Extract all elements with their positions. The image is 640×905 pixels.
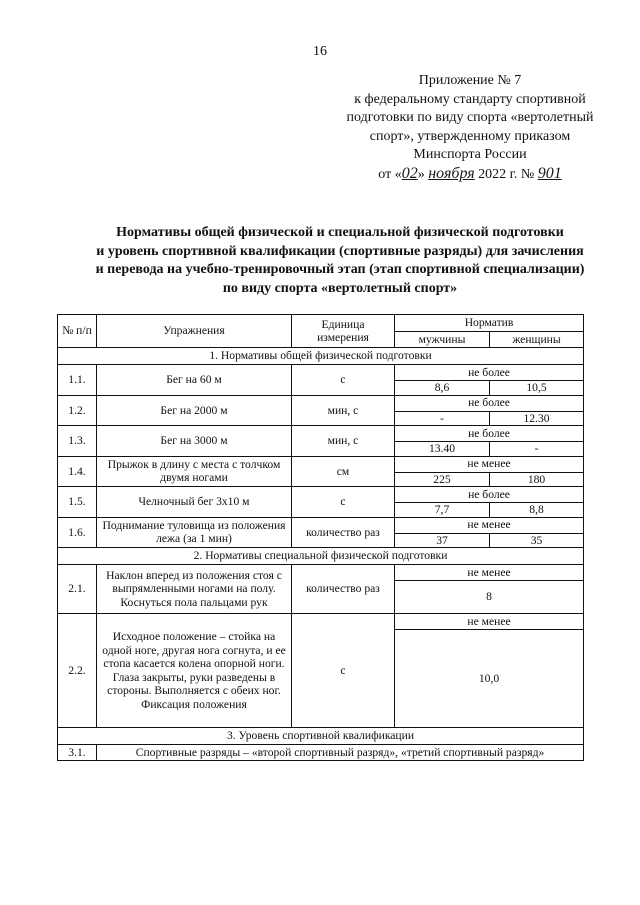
row-men-value: - xyxy=(395,411,490,426)
order-date-line: от «02» ноября 2022 г. № 901 xyxy=(378,164,562,182)
row-exercise: Бег на 2000 м xyxy=(97,395,292,426)
row-men-value: 225 xyxy=(395,472,490,487)
row-condition: не более xyxy=(395,426,584,442)
section-title: 3. Уровень спортивной квалификации xyxy=(58,728,584,745)
row-men-value: 7,7 xyxy=(395,503,490,518)
row-num: 1.2. xyxy=(58,395,97,426)
handwritten-month: ноября xyxy=(428,164,475,182)
row-condition: не менее xyxy=(395,614,584,630)
appendix-line: спорт», утвержденному приказом xyxy=(369,128,571,144)
appendix-line: подготовки по виду спорта «вертолетный xyxy=(346,110,594,125)
section-title: 1. Нормативы общей физической подготовки xyxy=(58,348,584,365)
appendix-line: Минспорта России xyxy=(413,147,527,162)
header-norm: Норматив xyxy=(395,315,584,332)
row-women-value: 180 xyxy=(490,472,584,487)
row-women-value: 8,8 xyxy=(490,503,584,518)
row-men-value: 8,6 xyxy=(395,381,490,396)
row-num: 1.4. xyxy=(58,456,97,487)
row-condition: не более xyxy=(395,395,584,411)
norms-table xyxy=(57,314,584,761)
row-num: 3.1. xyxy=(58,745,97,761)
row-exercise: Наклон вперед из положения стоя с выпрямленными ногами на полу. Коснуться пола пальцами рук xyxy=(97,565,292,614)
row-unit: с xyxy=(292,365,395,396)
header-women: женщины xyxy=(490,332,584,348)
header-men: мужчины xyxy=(395,332,490,348)
header-unit: Единица измерения xyxy=(292,315,395,348)
row-exercise: Прыжок в длину с места с толчком двумя ногами xyxy=(97,456,292,487)
row-exercise: Исходное положение – стойка на одной ноге, другая нога согнута, и ее стопа касается колена опорной ноги. Глаза закрыты, руки разведены в стороны. Выполняется с обеих ног. Фиксация положения xyxy=(97,614,292,728)
row-women-value: 12.30 xyxy=(490,411,584,426)
section-title: 2. Нормативы специальной физической подготовки xyxy=(58,548,584,565)
row-condition: не более xyxy=(395,487,584,503)
document-title: Нормативы общей физической и специальной физической подготовки и уровень спортивной квалификации (спортивные разряды) для зачисления и перевода на учебно-тренировочный этап (этап спортивной специализации) по виду спорта «вертолетный спорт» xyxy=(95,225,585,296)
appendix-line: Приложение № 7 xyxy=(418,73,522,88)
row-num: 2.1. xyxy=(58,565,97,614)
row-exercise: Поднимание туловища из положения лежа (за 1 мин) xyxy=(97,517,292,548)
row-common-value: 10,0 xyxy=(395,630,584,728)
row-unit: количество раз xyxy=(292,517,395,548)
appendix-line: к федеральному стандарту спортивной xyxy=(354,91,586,107)
header-num: № п/п xyxy=(58,315,97,348)
row-men-value: 13.40 xyxy=(395,442,490,457)
page-number: 16 xyxy=(313,44,327,59)
handwritten-day: 02 xyxy=(401,164,418,182)
row-unit: мин, с xyxy=(292,426,395,457)
qualification-text: Спортивные разряды – «второй спортивный разряд», «третий спортивный разряд» xyxy=(97,745,584,761)
header-exercise: Упражнения xyxy=(97,315,292,348)
appendix-header xyxy=(330,72,610,184)
row-unit: количество раз xyxy=(292,565,395,614)
row-unit: с xyxy=(292,614,395,728)
row-common-value: 8 xyxy=(395,581,584,614)
row-num: 1.6. xyxy=(58,517,97,548)
row-women-value: - xyxy=(490,442,584,457)
row-exercise: Бег на 60 м xyxy=(97,365,292,396)
row-condition: не более xyxy=(395,365,584,381)
row-num: 1.3. xyxy=(58,426,97,457)
row-men-value: 37 xyxy=(395,533,490,548)
row-num: 1.5. xyxy=(58,487,97,518)
row-women-value: 35 xyxy=(490,533,584,548)
row-exercise: Челночный бег 3х10 м xyxy=(97,487,292,518)
row-condition: не менее xyxy=(395,565,584,581)
row-condition: не менее xyxy=(395,456,584,472)
row-women-value: 10,5 xyxy=(490,381,584,396)
row-exercise: Бег на 3000 м xyxy=(97,426,292,457)
row-unit: см xyxy=(292,456,395,487)
row-condition: не менее xyxy=(395,517,584,533)
row-num: 1.1. xyxy=(58,365,97,396)
handwritten-number: 901 xyxy=(537,164,562,182)
row-num: 2.2. xyxy=(58,614,97,728)
row-unit: мин, с xyxy=(292,395,395,426)
row-unit: с xyxy=(292,487,395,518)
